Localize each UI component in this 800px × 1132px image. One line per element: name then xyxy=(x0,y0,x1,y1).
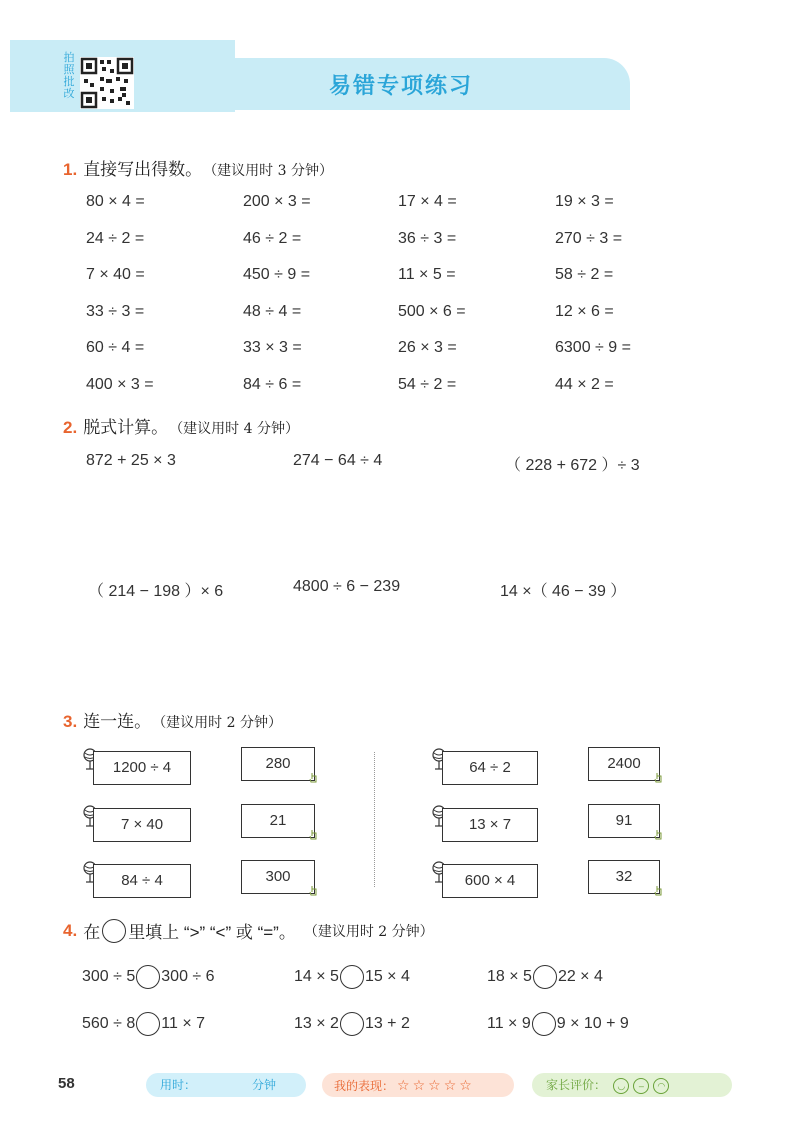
match-question-box[interactable]: 84 ÷ 4 xyxy=(93,864,191,898)
smile-icon[interactable]: ◡ xyxy=(613,1078,629,1094)
time-label: 用时： xyxy=(160,1078,197,1092)
section-3-hint: （建议用时 2 分钟） xyxy=(159,715,282,731)
section-2-number: 2. xyxy=(63,418,78,437)
compare-left-expr: 13 × 2 xyxy=(294,1015,339,1032)
star-icon[interactable]: ☆ xyxy=(397,1077,410,1093)
compare-answer-circle[interactable] xyxy=(136,965,160,989)
oral-calc-item: 26 × 3 = xyxy=(398,339,457,356)
section-3-text: 连一连。 xyxy=(83,712,152,731)
compare-left-expr: 300 ÷ 5 xyxy=(82,968,136,985)
compare-item xyxy=(487,1012,629,1036)
sad-face-icon[interactable]: ◠ xyxy=(653,1078,669,1094)
star-icon[interactable]: ☆ xyxy=(443,1077,457,1093)
compare-right-expr: 9 × 10 + 9 xyxy=(556,1015,629,1032)
star-icon[interactable]: ☆ xyxy=(459,1077,472,1093)
compare-item xyxy=(294,1012,410,1036)
star-icon[interactable]: ☆ xyxy=(412,1077,426,1093)
section-4-title xyxy=(63,918,434,943)
step-calc-item: 4800 ÷ 6 − 239 xyxy=(293,578,401,595)
neutral-face-icon[interactable]: – xyxy=(633,1078,649,1094)
match-answer-box[interactable]: 32 xyxy=(588,860,660,894)
compare-left-expr: 11 × 9 xyxy=(487,1015,531,1032)
compare-answer-circle[interactable] xyxy=(340,965,364,989)
oral-calc-item: 58 ÷ 2 = xyxy=(555,266,614,283)
compare-item xyxy=(82,1012,205,1036)
match-answer-box[interactable]: 2400 xyxy=(588,747,660,781)
oral-calc-item: 450 ÷ 9 = xyxy=(243,266,311,283)
compare-answer-circle[interactable] xyxy=(532,1012,556,1036)
step-calc-item: 274 − 64 ÷ 4 xyxy=(293,452,383,469)
oral-calc-item: 7 × 40 = xyxy=(86,266,145,283)
section-3-number: 3. xyxy=(63,712,78,731)
compare-right-expr: 300 ÷ 6 xyxy=(161,968,215,985)
performance-label: 我的表现： xyxy=(334,1079,395,1093)
match-answer-box[interactable]: 21 xyxy=(241,804,315,838)
compare-answer-circle[interactable] xyxy=(340,1012,364,1036)
pointer-hand-icon xyxy=(654,828,664,840)
compare-left-expr: 18 × 5 xyxy=(487,968,532,985)
pointer-hand-icon xyxy=(309,828,319,840)
pointer-hand-icon xyxy=(654,771,664,783)
section-1-text: 直接写出得数。 xyxy=(83,160,203,179)
oral-calc-item: 12 × 6 = xyxy=(555,302,614,320)
pointer-hand-icon xyxy=(309,771,319,783)
section-3-title xyxy=(63,707,282,732)
performance-pill xyxy=(322,1073,514,1097)
page-number: 58 xyxy=(58,1075,75,1092)
circle-icon xyxy=(102,919,126,943)
section-2-hint: （建议用时 4 分钟） xyxy=(176,421,299,437)
section-2-title xyxy=(63,413,299,438)
oral-calc-item: 270 ÷ 3 = xyxy=(555,229,623,247)
section-1-number: 1. xyxy=(63,160,78,179)
compare-right-expr: 13 + 2 xyxy=(364,1015,410,1032)
section-1-title xyxy=(63,155,333,180)
page-title: 易错专项练习 xyxy=(328,73,473,98)
oral-calc-item: 84 ÷ 6 = xyxy=(243,375,302,393)
oral-calc-item: 400 × 3 = xyxy=(86,375,154,393)
match-question-box[interactable]: 1200 ÷ 4 xyxy=(93,751,191,785)
compare-item xyxy=(487,965,603,989)
step-calc-item: 14 ×（ 46 − 39 ） xyxy=(500,583,627,600)
section-4-number: 4. xyxy=(63,920,78,940)
oral-calc-item: 44 × 2 = xyxy=(555,375,614,393)
parent-review-pill xyxy=(532,1073,732,1097)
oral-calc-item: 17 × 4 = xyxy=(398,193,457,210)
match-answer-box[interactable]: 91 xyxy=(588,804,660,838)
qr-code-icon[interactable] xyxy=(80,57,134,109)
oral-calc-item: 60 ÷ 4 = xyxy=(86,339,145,356)
oral-calc-item: 80 × 4 = xyxy=(86,193,145,210)
section-4-hint: （建议用时 2 分钟） xyxy=(303,923,434,940)
pointer-hand-icon xyxy=(654,884,664,896)
section-2-text: 脱式计算。 xyxy=(83,418,169,437)
compare-right-expr: 15 × 4 xyxy=(364,968,410,985)
match-question-box[interactable]: 13 × 7 xyxy=(442,808,538,842)
time-unit: 分钟 xyxy=(252,1078,277,1092)
section-4-text-post: 里填上 “>” “<” 或 “=”。 xyxy=(128,923,296,942)
oral-calc-item: 200 × 3 = xyxy=(243,193,311,210)
compare-answer-circle[interactable] xyxy=(136,1012,160,1036)
match-question-box[interactable]: 64 ÷ 2 xyxy=(442,751,538,785)
oral-calc-item: 19 × 3 = xyxy=(555,193,614,210)
star-icon[interactable]: ☆ xyxy=(428,1077,441,1093)
match-question-box[interactable]: 600 × 4 xyxy=(442,864,538,898)
step-calc-item: 872 + 25 × 3 xyxy=(86,452,176,469)
compare-right-expr: 11 × 7 xyxy=(161,1015,206,1032)
pointer-hand-icon xyxy=(309,884,319,896)
compare-item xyxy=(82,965,215,989)
compare-left-expr: 14 × 5 xyxy=(294,968,339,985)
compare-answer-circle[interactable] xyxy=(533,965,557,989)
oral-calc-item: 24 ÷ 2 = xyxy=(86,229,145,247)
oral-calc-item: 33 ÷ 3 = xyxy=(86,302,145,320)
compare-right-expr: 22 × 4 xyxy=(557,968,603,985)
oral-calc-item: 6300 ÷ 9 = xyxy=(555,339,631,356)
oral-calc-item: 11 × 5 = xyxy=(398,266,456,283)
oral-calc-item: 33 × 3 = xyxy=(243,339,302,356)
step-calc-item: （ 214 − 198 ）× 6 xyxy=(88,583,224,600)
oral-calc-item: 48 ÷ 4 = xyxy=(243,302,302,320)
compare-left-expr: 560 ÷ 8 xyxy=(82,1015,136,1032)
match-answer-box[interactable]: 300 xyxy=(241,860,315,894)
parent-label: 家长评价： xyxy=(546,1078,607,1092)
match-question-box[interactable]: 7 × 40 xyxy=(93,808,191,842)
step-calc-item: （ 228 + 672 ）÷ 3 xyxy=(505,457,640,474)
oral-calc-item: 36 ÷ 3 = xyxy=(398,229,457,247)
section-4-text-pre: 在 xyxy=(83,923,101,942)
qr-label: 拍照批改 xyxy=(63,52,75,100)
compare-item xyxy=(294,965,410,989)
match-answer-box[interactable]: 280 xyxy=(241,747,315,781)
oral-calc-item: 46 ÷ 2 = xyxy=(243,229,302,247)
section-1-hint: （建议用时 3 分钟） xyxy=(210,163,333,179)
matching-divider xyxy=(374,752,375,887)
oral-calc-item: 54 ÷ 2 = xyxy=(398,375,457,393)
oral-calc-item: 500 × 6 = xyxy=(398,302,466,320)
time-record-pill xyxy=(146,1073,306,1097)
